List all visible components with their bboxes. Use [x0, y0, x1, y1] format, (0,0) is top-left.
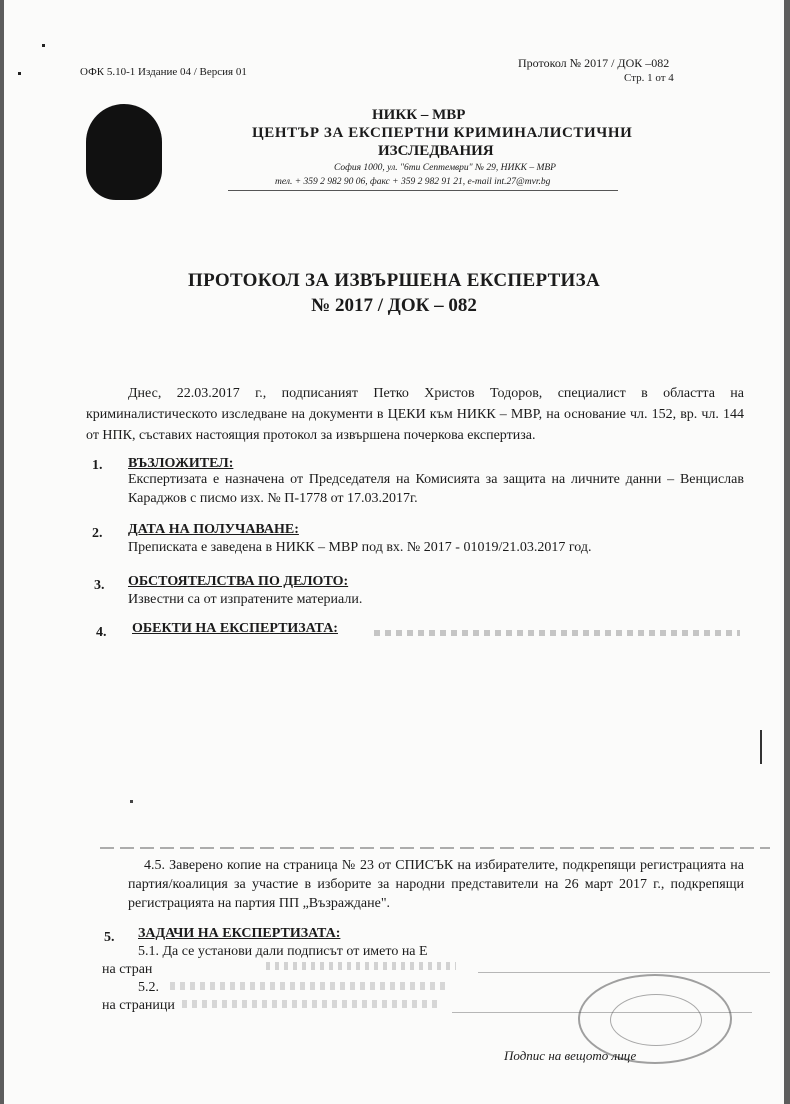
document-number: № 2017 / ДОК – 082	[311, 295, 477, 316]
section-number: 3.	[94, 578, 105, 593]
faded-text	[182, 1000, 442, 1008]
scan-speck	[42, 44, 45, 47]
institution-contacts: тел. + 359 2 982 90 06, факс + 359 2 982 91 21, e-mail int.27@mvr.bg	[275, 177, 551, 187]
section-heading-receipt-date: ДАТА НА ПОЛУЧАВАНЕ:	[128, 522, 299, 537]
task-5-2: 5.2.	[138, 980, 159, 995]
task-5-1-continuation: на стран	[102, 962, 153, 977]
section-number: 2.	[92, 526, 103, 541]
institution-line-3: ИЗСЛЕДВАНИЯ	[378, 143, 494, 159]
redacted-text	[374, 630, 740, 636]
objects-item-4-5: 4.5. Заверено копие на страница № 23 от СПИСЪК на избирателите, подкрепящи регистрацията на партия/коалиция за участие в изборите за народни представители на 26 март 2017 г., подкрепящи регистрацията на партия ПП „Възраждане".	[128, 858, 744, 911]
header-rule	[228, 190, 618, 191]
redaction-edge	[478, 972, 770, 973]
intro-paragraph: Днес, 22.03.2017 г., подписаният Петко Христов Тодоров, специалист в областта на криминалистическото изследване на документи в ЦЕКИ към НИКК – МВР, на основание чл. 152, вр. чл. 144 от НПК, съставих настоящия протокол за извършена почеркова експертиза.	[86, 386, 744, 443]
redacted-emblem	[86, 104, 162, 200]
protocol-reference: Протокол № 2017 / ДОК –082	[518, 56, 670, 70]
section-heading-assignor: ВЪЗЛОЖИТЕЛ:	[128, 456, 234, 471]
scan-speck	[18, 72, 21, 75]
section-text-receipt-date: Преписката е заведена в НИКК – МВР под вх. № 2017 - 01019/21.03.2017 год.	[128, 540, 592, 555]
redaction-edge	[100, 847, 770, 849]
document-page	[4, 0, 784, 1104]
section-text-assignor: Експертизата е назначена от Председателя на Комисията за защита на личните данни – Венцислав Караджов с писмо изх. № П-1778 от 17.03.2017г.	[128, 472, 744, 506]
section-text-circumstances: Известни са от изпратените материали.	[128, 592, 363, 607]
scan-mark	[760, 730, 762, 764]
signature-label: Подпис на вещото лице	[504, 1048, 637, 1063]
document-title: ПРОТОКОЛ ЗА ИЗВЪРШЕНА ЕКСПЕРТИЗА	[188, 270, 600, 291]
section-heading-objects: ОБЕКТИ НА ЕКСПЕРТИЗАТА:	[132, 621, 338, 636]
institution-address: София 1000, ул. "6ти Септември" № 29, НИКК – МВР	[334, 163, 556, 173]
page-indicator: Стр. 1 от 4	[624, 72, 674, 84]
section-number: 4.	[96, 625, 107, 640]
section-heading-tasks: ЗАДАЧИ НА ЕКСПЕРТИЗАТА:	[138, 926, 341, 941]
institution-line-2: ЦЕНТЪР ЗА ЕКСПЕРТНИ КРИМИНАЛИСТИЧНИ	[252, 125, 633, 141]
faded-text	[266, 962, 456, 970]
form-code: ОФК 5.10-1 Издание 04 / Версия 01	[80, 66, 247, 78]
section-number: 1.	[92, 458, 103, 473]
stamp-inner-ring	[610, 994, 702, 1046]
task-5-2-continuation: на страници	[102, 998, 175, 1013]
scan-speck	[130, 800, 133, 803]
faded-text	[170, 982, 450, 990]
section-heading-circumstances: ОБСТОЯТЕЛСТВА ПО ДЕЛОТО:	[128, 574, 349, 589]
institution-name: НИКК – МВР	[372, 107, 466, 123]
section-number: 5.	[104, 930, 115, 945]
task-5-1: 5.1. Да се установи дали подписът от името на Е	[138, 944, 428, 959]
